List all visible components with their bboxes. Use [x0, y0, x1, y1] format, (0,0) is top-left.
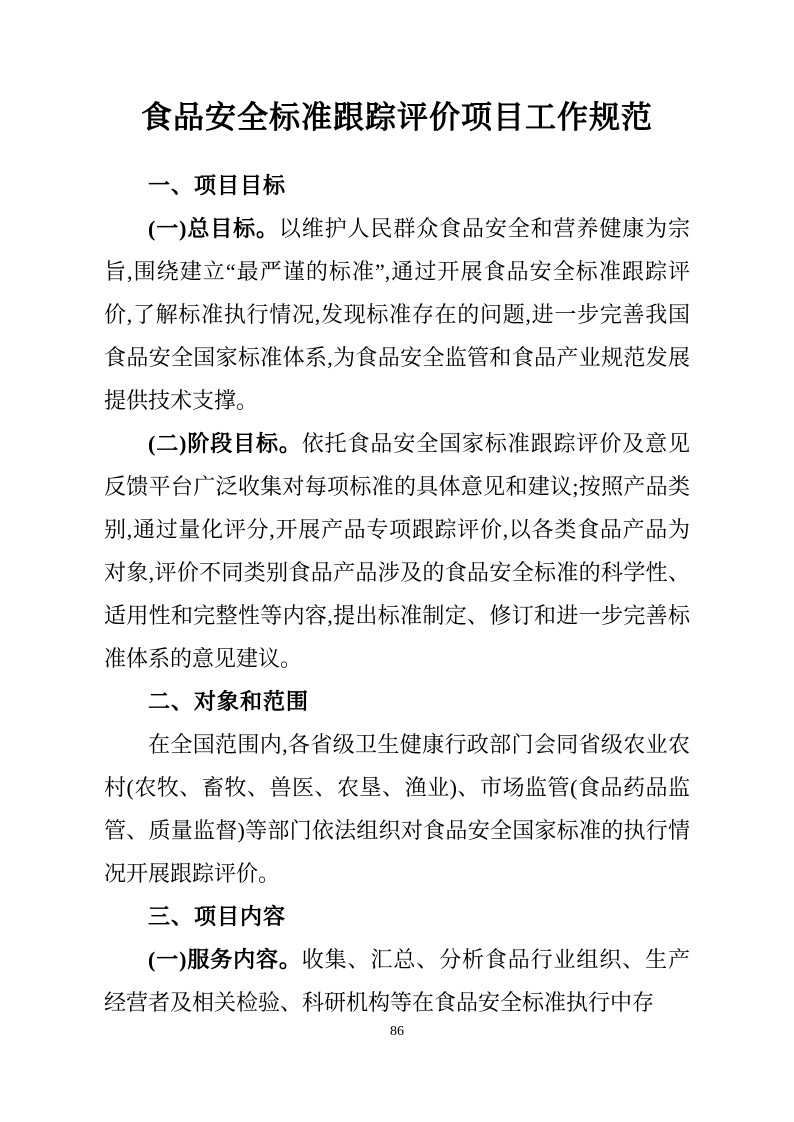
- paragraph-lead: (一)总目标。: [148, 216, 279, 241]
- section-heading-1: 一、项目目标: [148, 173, 287, 198]
- paragraph-lead: (一)服务内容。: [148, 947, 302, 972]
- paragraph-text: 在全国范围内,各省级卫生健康行政部门会同省级农业农村(农牧、畜牧、兽医、农垦、渔业)、市场监管(食品药品监管、质量监督)等部门依法组织对食品安全国家标准的执行情况开展跟踪评价。: [104, 732, 690, 886]
- document-title: 食品安全标准跟踪评价项目工作规范: [141, 100, 653, 135]
- paragraph-text: 依托食品安全国家标准跟踪评价及意见反馈平台广泛收集对每项标准的具体意见和建议;按照产品类别,通过量化评分,开展产品专项跟踪评价,以各类食品产品为对象,评价不同类别食品产品涉及的食品安全标准的科学性、适用性和完整性等内容,提出标准制定、修订和进一步完善标准体系的意见建议。: [104, 431, 690, 671]
- document-body: [104, 164, 690, 1024]
- section-heading-3: 三、项目内容: [148, 904, 287, 929]
- paragraph-stage-goal: [104, 422, 690, 680]
- section-heading-2: 二、对象和范围: [148, 689, 310, 714]
- paragraph-text: 收集、汇总、分析食品行业组织、生产经营者及相关检验、科研机构等在食品安全标准执行中存: [104, 947, 690, 1015]
- paragraph-general-goal: [104, 207, 690, 422]
- paragraph-lead: (二)阶段目标。: [148, 431, 302, 456]
- paragraph-service-content: [104, 938, 690, 1024]
- paragraph-scope: [104, 723, 690, 895]
- paragraph-text: 以维护人民群众食品安全和营养健康为宗旨,围绕建立“最严谨的标准”,通过开展食品安全标准跟踪评价,了解标准执行情况,发现标准存在的问题,进一步完善我国食品安全国家标准体系,为食品安全监管和食品产业规范发展提供技术支撑。: [104, 216, 690, 413]
- page-number: 86: [390, 1024, 404, 1039]
